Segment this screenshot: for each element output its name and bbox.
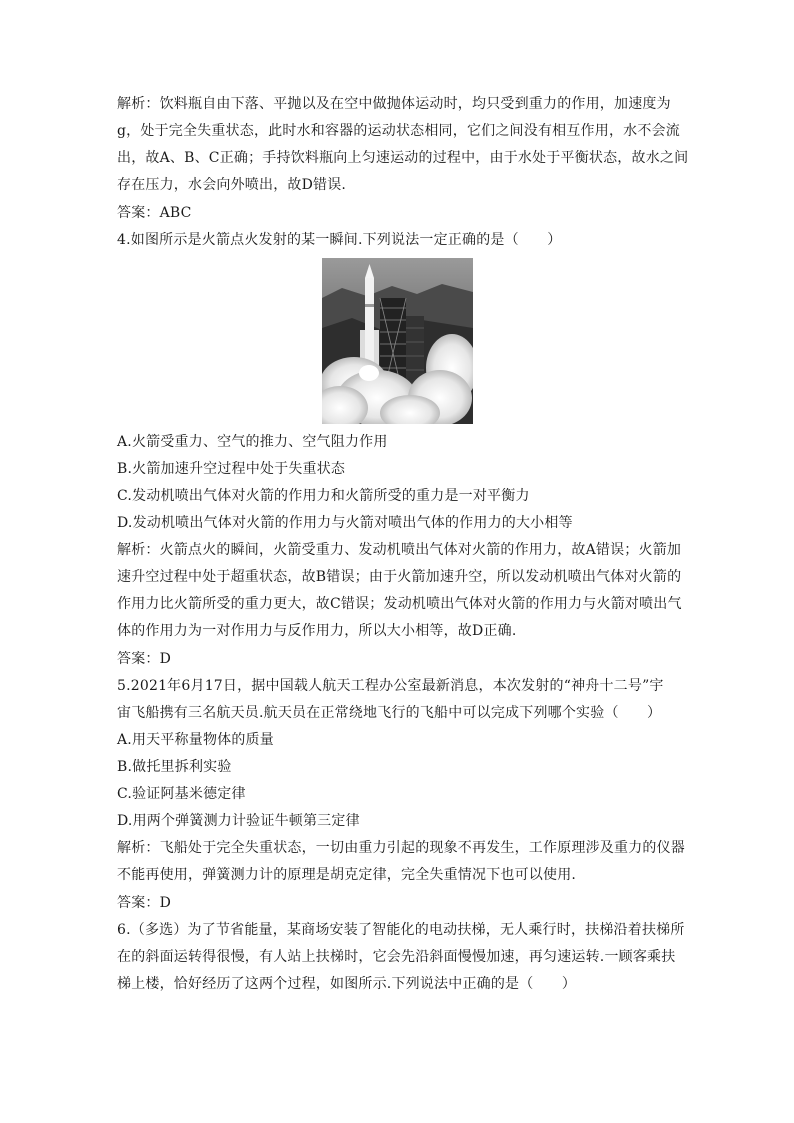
option-4b: B.火箭加速升空过程中处于失重状态 <box>117 461 346 477</box>
option-5c: C.验证阿基米德定律 <box>117 786 246 802</box>
option-4c: C.发动机喷出气体对火箭的作用力和火箭所受的重力是一对平衡力 <box>117 488 530 504</box>
analysis-4-line-2: 速升空过程中处于超重状态，故B错误；由于火箭加速升空，所以发动机喷出气体对火箭的 <box>117 569 682 585</box>
analysis-5-line-2: 不能再使用，弹簧测力计的原理是胡克定律，完全失重情况下也可以使用. <box>117 867 577 883</box>
rocket-launch-photo <box>322 258 473 424</box>
option-5b: B.做托里拆利实验 <box>117 759 232 775</box>
analysis-4-line-3: 作用力比火箭所受的重力更大，故C错误；发动机喷出气体对火箭的作用力与火箭对喷出气 <box>117 596 682 612</box>
question-6-line-2: 在的斜面运转得很慢，有人站上扶梯时，它会先沿斜面慢慢加速，再匀速运转.一顾客乘扶 <box>117 949 676 965</box>
question-6-line-3: 梯上楼，恰好经历了这两个过程，如图所示.下列说法中正确的是（ ） <box>117 976 577 992</box>
option-5d: D.用两个弹簧测力计验证牛顿第三定律 <box>117 813 360 829</box>
answer-4: 答案：D <box>117 651 172 667</box>
question-6-line-1: 6.（多选）为了节省能量，某商场安装了智能化的电动扶梯，无人乘行时，扶梯沿着扶梯所 <box>117 922 685 938</box>
answer-5: 答案：D <box>117 895 172 911</box>
rocket-launch-icon <box>322 258 473 424</box>
analysis-4-line-1: 解析：火箭点火的瞬间，火箭受重力、发动机喷出气体对火箭的作用力，故A错误；火箭加 <box>117 542 682 558</box>
answer-3: 答案：ABC <box>117 205 192 221</box>
analysis-3-line-2: g，处于完全失重状态，此时水和容器的运动状态相同，它们之间没有相互作用，水不会流 <box>117 123 680 139</box>
analysis-3-line-4: 存在压力，水会向外喷出，故D错误. <box>117 177 347 193</box>
analysis-3-line-3: 出，故A、B、C正确；手持饮料瓶向上匀速运动的过程中，由于水处于平衡状态，故水之间 <box>117 150 689 166</box>
question-5-line-2: 宙飞船携有三名航天员.航天员在正常绕地飞行的飞船中可以完成下列哪个实验（ ） <box>117 705 662 721</box>
option-4a: A.火箭受重力、空气的推力、空气阻力作用 <box>117 434 388 450</box>
option-4d: D.发动机喷出气体对火箭的作用力与火箭对喷出气体的作用力的大小相等 <box>117 515 573 531</box>
question-4: 4.如图所示是火箭点火发射的某一瞬间.下列说法一定正确的是（ ） <box>117 232 562 248</box>
analysis-4-line-4: 体的作用力为一对作用力与反作用力，所以大小相等，故D正确. <box>117 623 517 639</box>
analysis-5-line-1: 解析：飞船处于完全失重状态，一切由重力引起的现象不再发生，工作原理涉及重力的仪器 <box>117 840 685 856</box>
analysis-3-line-1: 解析：饮料瓶自由下落、平抛以及在空中做抛体运动时，均只受到重力的作用，加速度为 <box>117 96 671 112</box>
option-5a: A.用天平称量物体的质量 <box>117 732 274 748</box>
question-5-line-1: 5.2021年6月17日，据中国载人航天工程办公室最新消息，本次发射的“神舟十二号”宇 <box>117 678 664 694</box>
